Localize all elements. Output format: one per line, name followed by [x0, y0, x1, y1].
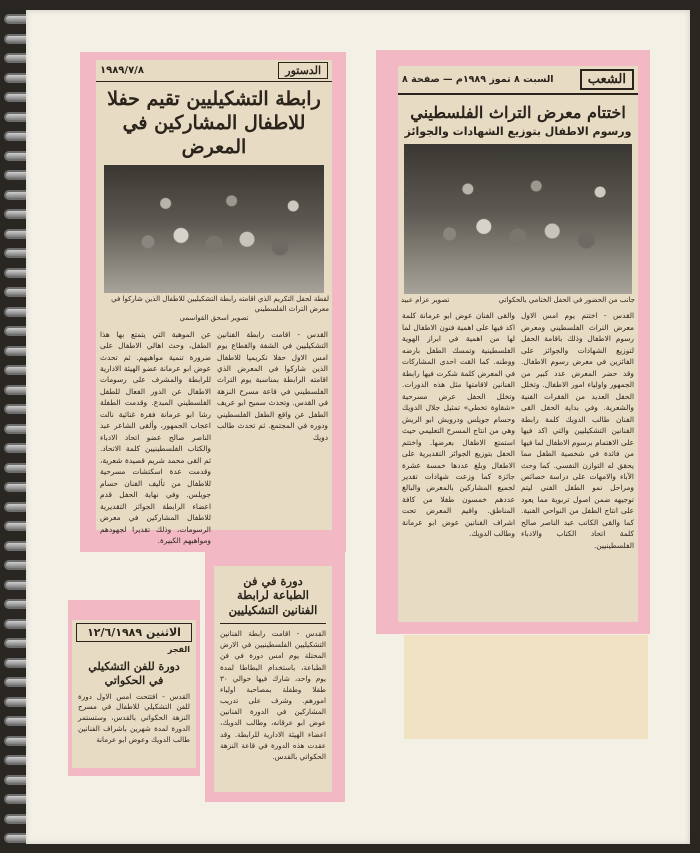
clipping-date: الاثنين ١٢/٦/١٩٨٩	[76, 623, 192, 642]
clipping-subheadline: ورسوم الاطفال بتوزيع الشهادات والجوائز	[404, 125, 632, 138]
clipping-printing-workshop	[214, 566, 332, 792]
clipping-fajr	[72, 620, 196, 768]
article-column-right: القدس - اختتم يوم امس الاول معرض التراث الفلسطيني ومعرض رسوم الاطفال وذلك باقامة الحفل لتوزيع الشهادات والجوائز على الفائزين في معرض رسوم الاطفال. وقد حضر المعرض عدد كبير من الجمهور واولياء امور الاطفال. وتخلل الحفل العديد من الفقرات الفنية والشعرية. وفي بداية الحفل القى الفنان طالب الدويك كلمة رابطة الفنانين التشكيليين والتي اكد فيها على الاهتمام برسوم الاطفال لما فيها من فائدة في شخصية الطفل مما يحقق له التوازن النفسي. كما وحث الآباء والامهات على دراسة خصائص ومراحل نمو الطفل الفني ليتم توجيهه ضمن اصول تربوية مما يعود على انتاج الطفل من النواحي الفنية. كما والقى الكاتب عبد الناصر صالح كلمة اتحاد الكتاب والادباء الفلسطينيين.	[521, 311, 634, 550]
clipping-date: السبت ٨ تموز ١٩٨٩م — صفحة ٨	[402, 74, 554, 85]
article-column-left: والقى الفنان عوض ابو عرمانة كلمة اكد فيها على اهمية فنون الاطفال لما لها من اهمية في ابراز الهوية الفلسطينية وتمسك الطفل بارضه ووطنه. كما القت احدى المشاركات في المعرض كلمة شكرت فيها رابطة الفنانين لاقامتها مثل هذه الدورات. وتخلل الحفل عرض مسرحية «شقاوة تخطي» تمثيل جلال الدويك وحسام جويلس ودرويش ابو الريش وهي من انتاج المسرح التعليمي حيث استمتع الاطفال بعرضها. واختتم الحفل بتوزيع الجوائز التقديرية على الاطفال وبلغ عددها خمسة عشرة جائزة كما وزعت شهادات تقدير لجميع المشاركين بالمعرض والبالغ عددهم خمسون طفلا من كافة المناطق. واقيم المعرض تحت اشراف الفنانين عوض ابو عرمانة وطالب الدويك.	[402, 311, 515, 539]
clipping-shaab	[398, 66, 638, 622]
headline-line-3: الفنانين التشكيليين	[228, 602, 318, 617]
article-column-right: القدس - اقامت رابطة الفنانين التشكيليين في الشفة والقطاع يوم امس الاول حفلا تكريميا للاطفال الذين شاركوا في المعرض الذي اقامته الرابطة بمناسبة يوم التراث الفلسطيني في قاعة مسرح النزهة في القدس. وتحدث سميح ابو عريف الطفل عن واقع الطفل الفلسطيني ودوره في المجتمع. ثم تحدث طالب دويك	[217, 329, 328, 442]
headline-line-2: للاطفال المشاركين في المعرض	[122, 111, 306, 158]
clipping-dustour	[96, 60, 332, 545]
newspaper-logo: الشعب	[580, 69, 634, 90]
photo-caption	[398, 294, 638, 307]
clipping-headline	[96, 82, 332, 161]
article-column-left: عن الموهبة التي يتمتع بها هذا الطفل، وحث اهالي الاطفال على ضرورة تنمية مواهبهم. ثم تحدث عوض ابو عرمانة عضو الهيئة الادارية للرابطة والمشرف على رسومات الاطفال عن الدور الفعال للطفل الفلسطيني المبدع. وقدمت الطفلة رشا ابو عرمانة فقرة غنائية نالت اعجاب الجمهور، وألقى الشاعر عبد الناصر صالح عضو اتحاد الادباء والكتاب الفلسطينيين كلمة الاتحاد. ثم القى محمد شريم قصيدة شعرية، وقدمت عدة اسكتشات مسرحية للاطفال من تأليف الفنان حسام جويلس. وفي نهاية الحفل قدم اعضاء الرابطة الجوائز التقديرية للاطفال المشاركين في معرض الرسومات، وذلك تقديرا لجهودهم ومواهبهم الكبيرة.	[100, 329, 211, 545]
clipping-date: ١٩٨٩/٧/٨	[100, 65, 144, 76]
caption-text: جانب من الحضور في الحفل الختامي بالحكواتي	[498, 296, 635, 304]
article-columns	[398, 307, 638, 554]
article-body: القدس - افتتحت امس الاول دورة للفن التشكيلي للاطفال في مسرح النزهة الحكواتي بالقدس، وستستمر الدورة لمدة شهرين باشراف الفنانين طالب الدويك وعوض ابو عرمانة	[78, 691, 190, 744]
photo-credit: تصوير اسحق القواسمي	[179, 314, 249, 323]
divider	[220, 623, 326, 624]
newspaper-logo: الدستور	[278, 62, 328, 79]
glue-stain	[404, 635, 648, 739]
photo-closing-ceremony	[404, 144, 632, 294]
photo-credit: تصوير عزام عبيد	[401, 296, 450, 304]
caption-text: لقطة لحفل التكريم الذي اقامته رابطة التشكيليين للاطفال الذين شاركوا في معرض التراث الفلسطيني	[111, 295, 329, 313]
clipping-headline: دورة للفن التشكيلي في الحكواتي	[88, 660, 180, 687]
headline-line-2: الطباعة لرابطة	[237, 588, 309, 603]
newspaper-logo: الفجر	[167, 645, 190, 654]
article-body: القدس - اقامت رابطة الفنانين التشكيليين الفلسطينيين في الارض المحتلة يوم امس دورة في فن الطباعة، باستخدام البطاطا لمدة يوم واحد، شارك فيها حوالي ٣٠ طفلا وطفلة بمصاحبة اولياء امورهم. وشرف على تدريب المشاركين في الدورة الفنانين عوض ابو عرقانه، وطالب الدويك، اعضاء الهيئة الادارية للرابطة. وقد عقدت هذه الدورة في قاعة النزهة الحكواتي بالقدس.	[220, 629, 326, 761]
headline-line-1: دورة في فن	[243, 574, 303, 588]
clipping-masthead	[398, 66, 638, 95]
headline-line-1: رابطة التشكيليين تقيم حفلا	[107, 88, 321, 110]
photo-caption	[96, 293, 332, 325]
article-columns	[96, 326, 332, 550]
clipping-headline: اختتام معرض التراث الفلسطيني	[410, 103, 626, 122]
clipping-headline	[214, 566, 332, 623]
photo-children-audience	[104, 165, 324, 293]
clipping-masthead	[96, 60, 332, 82]
